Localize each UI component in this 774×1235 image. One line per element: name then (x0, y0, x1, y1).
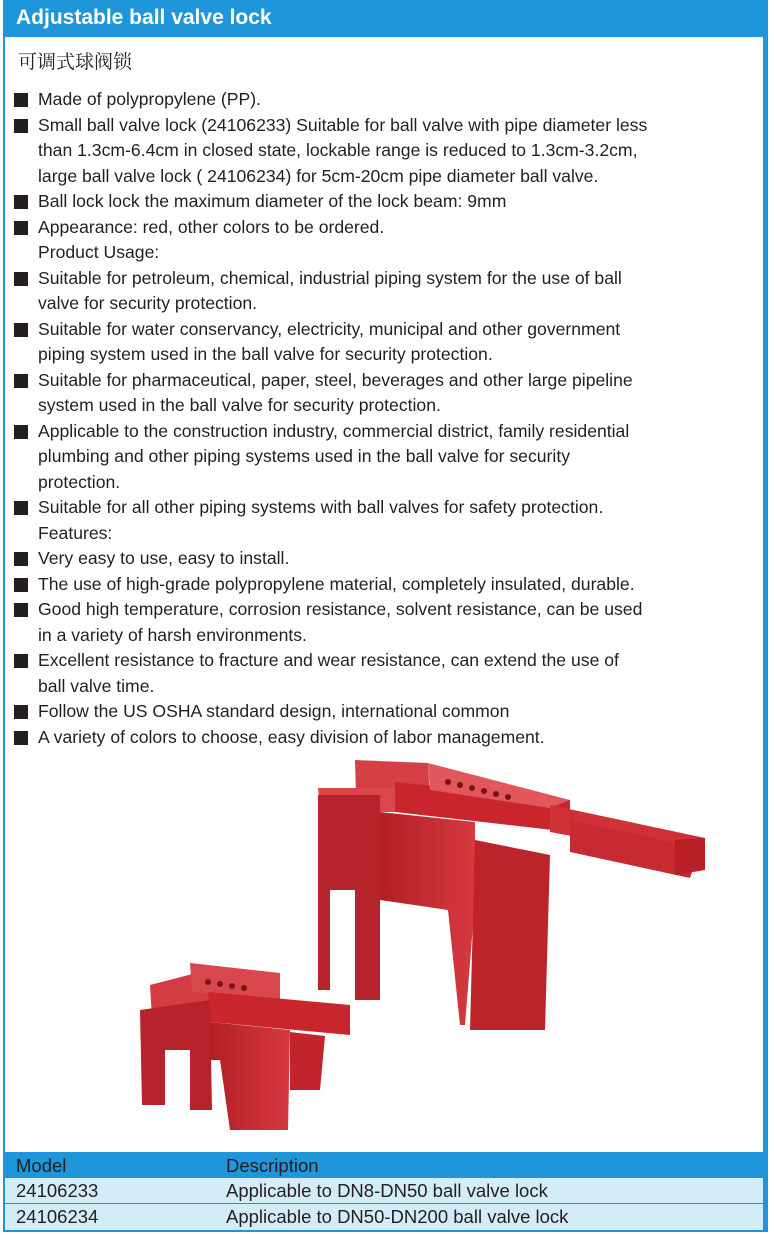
list-item-line: Applicable to the construction industry, commercial district, family residential (38, 420, 630, 441)
list-item-line: piping system used in the ball valve for security protection. (38, 344, 493, 364)
list-item (38, 546, 768, 572)
list-item (38, 495, 768, 521)
section-label (38, 240, 768, 266)
list-item (38, 725, 768, 751)
list-item-line: Follow the US OSHA standard design, international common (38, 701, 510, 721)
list-item (38, 368, 768, 419)
list-item (38, 648, 768, 699)
list-item (38, 572, 768, 598)
list-item-line: than 1.3cm-6.4cm in closed state, lockable range is reduced to 1.3cm-3.2cm, (38, 140, 638, 160)
list-item-line: in a variety of harsh environments. (38, 624, 307, 645)
description-cell: Applicable to DN50-DN200 ball valve lock (226, 1206, 569, 1227)
list-item (38, 113, 768, 190)
table-header (5, 1153, 763, 1178)
list-item-line: Suitable for all other piping systems with ball valves for safety protection. (38, 497, 604, 517)
model-cell: 24106234 (16, 1206, 99, 1227)
col-description-header: Description (226, 1155, 319, 1176)
list-item (38, 597, 768, 648)
list-item-line: Appearance: red, other colors to be ordered. (38, 216, 385, 237)
list-item-line: Features: (38, 522, 113, 543)
list-item (38, 87, 768, 113)
list-item-line: Made of polypropylene (PP). (38, 89, 261, 109)
list-item-line: Suitable for petroleum, chemical, industrial piping system for the use of ball (38, 267, 622, 288)
list-item-line: Small ball valve lock (24106233) Suitable for ball valve with pipe diameter less (38, 114, 648, 135)
table-row (5, 1178, 763, 1203)
list-item (38, 419, 768, 496)
product-photo (130, 760, 720, 1140)
list-item-line: valve for security protection. (38, 293, 258, 313)
large-ball-valve-lock-image (318, 760, 705, 1030)
list-item-line: The use of high-grade polypropylene material, completely insulated, durable. (38, 573, 635, 594)
list-item-line: Good high temperature, corrosion resistance, solvent resistance, can be used (38, 599, 643, 619)
list-item-line: Suitable for water conservancy, electricity, municipal and other government (38, 318, 621, 339)
list-item-line: system used in the ball valve for security protection. (38, 395, 441, 415)
model-cell: 24106233 (16, 1180, 99, 1201)
list-item (38, 317, 768, 368)
list-item (38, 215, 768, 241)
list-item-line: protection. (38, 471, 121, 492)
list-item (38, 266, 768, 317)
page-title: Adjustable ball valve lock (16, 6, 272, 29)
list-item-line: A variety of colors to choose, easy division of labor management. (38, 726, 545, 747)
list-item-line: large ball valve lock ( 24106234) for 5cm-20cm pipe diameter ball valve. (38, 165, 599, 186)
description-cell: Applicable to DN8-DN50 ball valve lock (226, 1180, 548, 1201)
list-item-line: Product Usage: (38, 242, 160, 262)
list-item-line: Excellent resistance to fracture and wear resistance, can extend the use of (38, 650, 619, 670)
section-label (38, 521, 768, 547)
list-item-line: plumbing and other piping systems used in the ball valve for security (38, 446, 571, 466)
list-item-line: Ball lock lock the maximum diameter of the lock beam: 9mm (38, 191, 507, 211)
list-item-line: Suitable for pharmaceutical, paper, steel, beverages and other large pipeline (38, 369, 633, 390)
table-row (5, 1204, 763, 1230)
chinese-subtitle: 可调式球阀锁 (18, 51, 133, 73)
list-item-line: ball valve time. (38, 675, 155, 696)
list-item (38, 699, 768, 725)
list-item-line: Very easy to use, easy to install. (38, 548, 290, 568)
col-model-header: Model (16, 1155, 67, 1176)
list-item (38, 189, 768, 215)
